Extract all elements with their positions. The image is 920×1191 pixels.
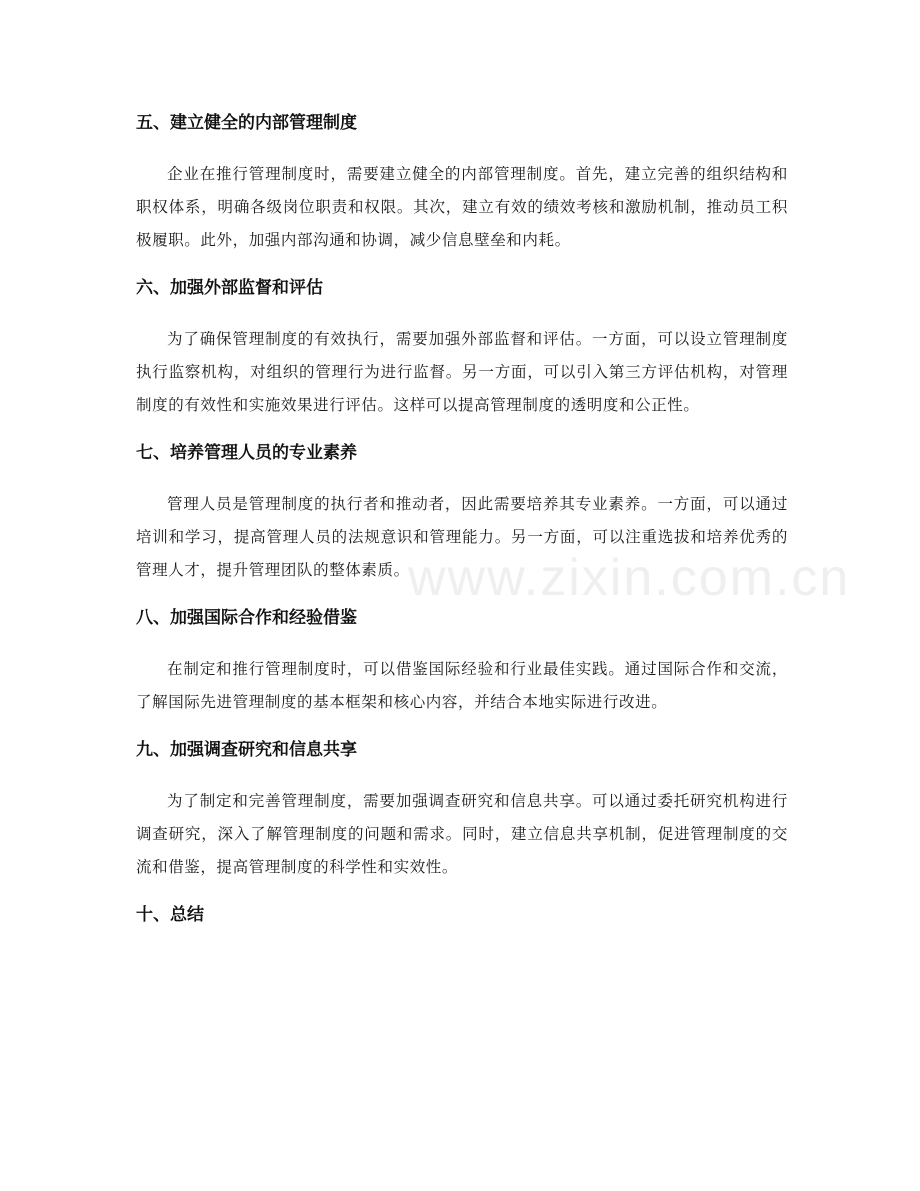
section-5 [136, 108, 788, 257]
section-paragraph: 企业在推行管理制度时，需要建立健全的内部管理制度。首先，建立完善的组织结构和职权体系，明确各级岗位职责和权限。其次，建立有效的绩效考核和激励机制，推动员工积极履职。此外，加强内部沟通和协调，减少信息壁垒和内耗。 [136, 165, 788, 249]
watermark: www.zixin.com.cn [408, 549, 851, 607]
section-heading: 八、加强国际合作和经验借鉴 [136, 608, 357, 628]
section-8 [136, 603, 788, 719]
section-paragraph: 在制定和推行管理制度时，可以借鉴国际经验和行业最佳实践。通过国际合作和交流，了解国际先进管理制度的基本框架和核心内容，并结合本地实际进行改进。 [136, 660, 788, 711]
section-paragraph: 为了制定和完善管理制度，需要加强调查研究和信息共享。可以通过委托研究机构进行调查研究，深入了解管理制度的问题和需求。同时，建立信息共享机制，促进管理制度的交流和借鉴，提高管理制度的科学性和实效性。 [136, 792, 788, 876]
section-paragraph: 为了确保管理制度的有效执行，需要加强外部监督和评估。一方面，可以设立管理制度执行监察机构，对组织的管理行为进行监督。另一方面，可以引入第三方评估机构，对管理制度的有效性和实施效果进行评估。这样可以提高管理制度的透明度和公正性。 [136, 330, 788, 414]
section-heading: 七、培养管理人员的专业素养 [136, 443, 357, 463]
section-6 [136, 273, 788, 422]
section-9 [136, 735, 788, 884]
section-heading: 六、加强外部监督和评估 [136, 278, 323, 298]
section-heading: 五、建立健全的内部管理制度 [136, 113, 357, 133]
document-content [136, 108, 788, 950]
section-7 [136, 438, 788, 587]
section-heading: 十、总结 [136, 905, 204, 925]
section-paragraph: 管理人员是管理制度的执行者和推动者，因此需要培养其专业素养。一方面，可以通过培训和学习，提高管理人员的法规意识和管理能力。另一方面，可以注重选拔和培养优秀的管理人才，提升管理团队的整体素质。 [136, 495, 788, 579]
section-10 [136, 900, 788, 930]
section-heading: 九、加强调查研究和信息共享 [136, 740, 357, 760]
